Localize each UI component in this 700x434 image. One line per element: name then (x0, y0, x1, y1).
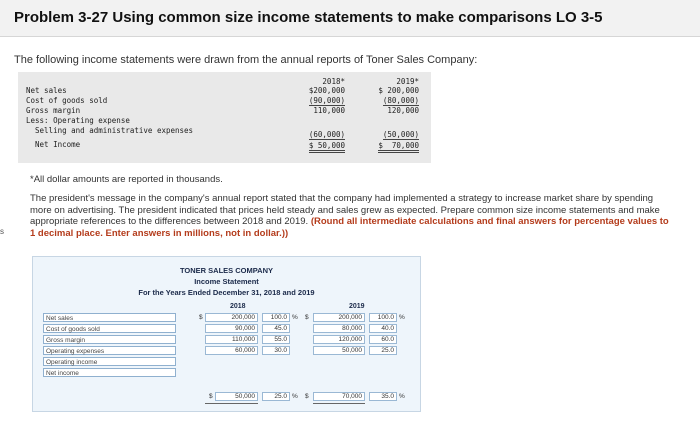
currency-symbol: $ (199, 314, 203, 321)
percent-2019-input[interactable]: 100.0 (369, 313, 397, 322)
amount-2019-input[interactable]: 50,000 (313, 346, 365, 355)
percent-2018-input[interactable]: 45.0 (262, 324, 290, 333)
percent-sign: % (399, 393, 405, 400)
percent-2018-input[interactable]: 100.0 (262, 313, 290, 322)
percent-2019-input[interactable]: 40.0 (369, 324, 397, 333)
currency-symbol: $ (209, 393, 213, 400)
year-2018-header: 2018* (322, 77, 345, 86)
row-label: Net income (43, 368, 176, 377)
stmt-label: Cost of goods sold (26, 96, 108, 105)
year-2018-label: 2018 (230, 303, 246, 310)
statement-name: Income Statement (194, 277, 259, 286)
percent-2018-input[interactable]: 25.0 (262, 392, 290, 401)
percent-2019-input[interactable]: 25.0 (369, 346, 397, 355)
double-underline (313, 403, 365, 404)
instructions-bold: (Round all intermediate calculations and final answers for percentage values to 1 decimal place. Enter answers in millions, not in dollar.)) (30, 216, 669, 239)
stmt-value: (80,000) (382, 96, 419, 105)
year-2019-header: 2019* (396, 77, 419, 86)
amount-2019-input[interactable]: 200,000 (313, 313, 365, 322)
row-label: Gross margin (43, 335, 176, 344)
stmt-value: 110,000 (313, 106, 345, 115)
percent-2018-input[interactable]: 30.0 (262, 346, 290, 355)
amount-2019-input[interactable]: 120,000 (313, 335, 365, 344)
statement-period: For the Years Ended December 31, 2018 and 2019 (138, 288, 315, 297)
stmt-value: $ 50,000 (309, 141, 345, 153)
header-bar (0, 0, 700, 37)
stmt-label: Selling and administrative expenses (26, 126, 194, 135)
row-label: Operating income (43, 357, 176, 366)
row-label: Cost of goods sold (43, 324, 176, 333)
intro-text: The following income statements were drawn from the annual reports of Toner Sales Company: (14, 54, 478, 66)
percent-2018-input[interactable]: 55.0 (262, 335, 290, 344)
stmt-label: Gross margin (26, 106, 81, 115)
given-income-statement (18, 72, 431, 163)
stmt-label: Less: Operating expense (26, 116, 130, 125)
stmt-label: Net Income (26, 140, 81, 149)
amount-2018-input[interactable]: 50,000 (215, 392, 258, 401)
year-2019-label: 2019 (349, 303, 365, 310)
amount-2018-input[interactable]: 90,000 (205, 324, 258, 333)
stmt-value: $ 200,000 (378, 86, 419, 95)
stmt-value: $ 70,000 (378, 141, 419, 153)
answer-panel (32, 256, 421, 412)
stmt-value: $200,000 (308, 86, 345, 95)
row-label: Net sales (43, 313, 176, 322)
page-title: Problem 3-27 Using common size income statements to make comparisons LO 3-5 (14, 9, 603, 26)
percent-sign: % (399, 314, 405, 321)
amount-2019-input[interactable]: 70,000 (313, 392, 365, 401)
company-name: TONER SALES COMPANY (179, 266, 274, 275)
stmt-value: (90,000) (308, 96, 345, 105)
instructions (30, 193, 670, 239)
amount-2018-input[interactable]: 200,000 (205, 313, 258, 322)
instructions-text: The president's message in the company's annual report stated that the company had implemented a strategy to increase market share by spending more on advertising. The president indicated that prices held steady and sales grew as expected. Prepare common size income statements and make appropriate references to the differences between 2018 and 2019. (30, 193, 660, 227)
stmt-value: (60,000) (308, 130, 345, 139)
percent-2019-input[interactable]: 35.0 (369, 392, 397, 401)
stmt-value: 120,000 (387, 106, 419, 115)
amount-2019-input[interactable]: 80,000 (313, 324, 365, 333)
double-underline (205, 403, 258, 404)
percent-sign: % (292, 393, 298, 400)
currency-symbol: $ (305, 393, 309, 400)
amount-2018-input[interactable]: 110,000 (205, 335, 258, 344)
percent-sign: % (292, 314, 298, 321)
footnote: *All dollar amounts are reported in thousands. (30, 174, 223, 185)
amount-2018-input[interactable]: 60,000 (205, 346, 258, 355)
side-marker: s (0, 227, 4, 236)
currency-symbol: $ (305, 314, 309, 321)
row-label: Operating expenses (43, 346, 176, 355)
stmt-value: (50,000) (382, 130, 419, 139)
percent-2019-input[interactable]: 60.0 (369, 335, 397, 344)
stmt-label: Net sales (26, 86, 67, 95)
